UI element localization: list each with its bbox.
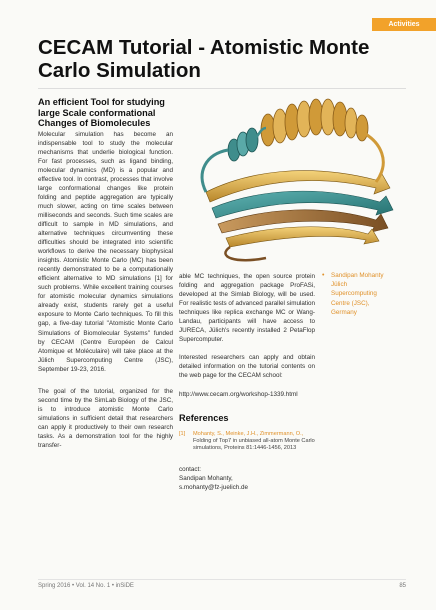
affiliation-line: Centre (JSC),	[331, 299, 370, 307]
bullet-icon: •	[322, 272, 325, 279]
workshop-link[interactable]: http://www.cecam.org/workshop-1339.html	[179, 390, 298, 398]
footer-issue-info: Spring 2016 • Vol. 14 No. 1 • inSiDE	[38, 583, 134, 589]
references-heading: References	[179, 412, 229, 423]
apply-paragraph: Interested researchers can apply and obtain detailed information on the tutorial contents on the web page for the CECAM school:	[179, 354, 315, 380]
helix-coils	[228, 99, 368, 161]
page-number: 85	[399, 583, 406, 589]
middle-column	[179, 272, 315, 492]
author-name: Sandipan Mohanty	[331, 272, 384, 279]
intro-paragraph: Molecular simulation has become an indispensable tool to study the molecular mechanisms that underlie biological function. For fast processes, such as ligand binding, molecular dynamics (MD) is a popular and effective tool. In contrast, processes that involve large conformational changes like protein folding and peptide aggregation are typically much slower, acting on time scales between milliseconds and seconds. Such time scales are difficult to sample in MD simulations, and alternative techniques circumventing these difficulties should be integrated into scientific workflows to derive the necessary biophysical insights. Atomistic Monte Carlo (MC) has been recently demonstrated to be a computationally efficient alternative to MD simulations [1] for such problems. While excellent training courses for atomistic molecular dynamics simulations already exist, students rarely get a useful exposure to Monte Carlo techniques. To fill this gap, a five-day tutorial "Atomistic Monte Carlo Simulations of Biomolecular Systems" funded by CECAM (Centre Européen de Calcul Atomique et Moléculaire) will take place at the Jülich Supercomputing Centre (JSC), September 19-23, 2016.	[38, 130, 173, 373]
affiliation-line: Supercomputing	[331, 290, 377, 298]
contact-label: contact:	[179, 465, 202, 473]
affiliation-line: Jülich	[331, 281, 348, 288]
beta-sheet-strands	[206, 171, 393, 247]
author-sidebar	[322, 271, 406, 317]
reference-item	[179, 431, 315, 453]
contact-block	[179, 465, 315, 492]
section-tab: Activities	[372, 18, 436, 31]
footer-divider	[38, 579, 406, 580]
reference-number: [1]	[179, 430, 186, 437]
protein-structure-image	[176, 92, 406, 270]
author-affiliation	[322, 280, 406, 317]
goal-paragraph: The goal of the tutorial, organized for the second time by the SimLab Biology of the JSC, is to introduce atomistic Monte Carlo simulations in sufficient detail that researchers can apply it productively to their own research tasks. As a demonstration tool for the highly transfer-	[38, 387, 173, 450]
profasi-paragraph: able MC techniques, the open source protein folding and aggregation package ProFASi, developed at the Simlab Biology, will be used. For realistic tests of advanced parallel simulation techniques like replica exchange MC or Wang-Landau, participants will have access to JURECA, Jülich's recently installed 2 PetaFlop Supercomputer.	[179, 273, 315, 344]
title-divider	[38, 88, 406, 89]
left-column	[38, 97, 173, 450]
affiliation-line: Germany	[331, 308, 357, 316]
article-subheading: An efficient Tool for studying large Scale conformational Changes of Biomolecules	[38, 97, 165, 128]
author-name-row	[322, 271, 406, 280]
reference-citation: Folding of Top7 in unbiased all-atom Monte Carlo simulations, Proteins 81:1446-1456, 2013	[193, 437, 315, 452]
contact-name: Sandipan Mohanty,	[179, 474, 233, 482]
reference-authors: Mohanty, S., Meinke, J.H., Zimmermann, O.,	[193, 430, 304, 437]
contact-email[interactable]: s.mohanty@fz-juelich.de	[179, 483, 249, 491]
page-title: CECAM Tutorial - Atomistic Monte Carlo Simulation	[38, 36, 370, 82]
